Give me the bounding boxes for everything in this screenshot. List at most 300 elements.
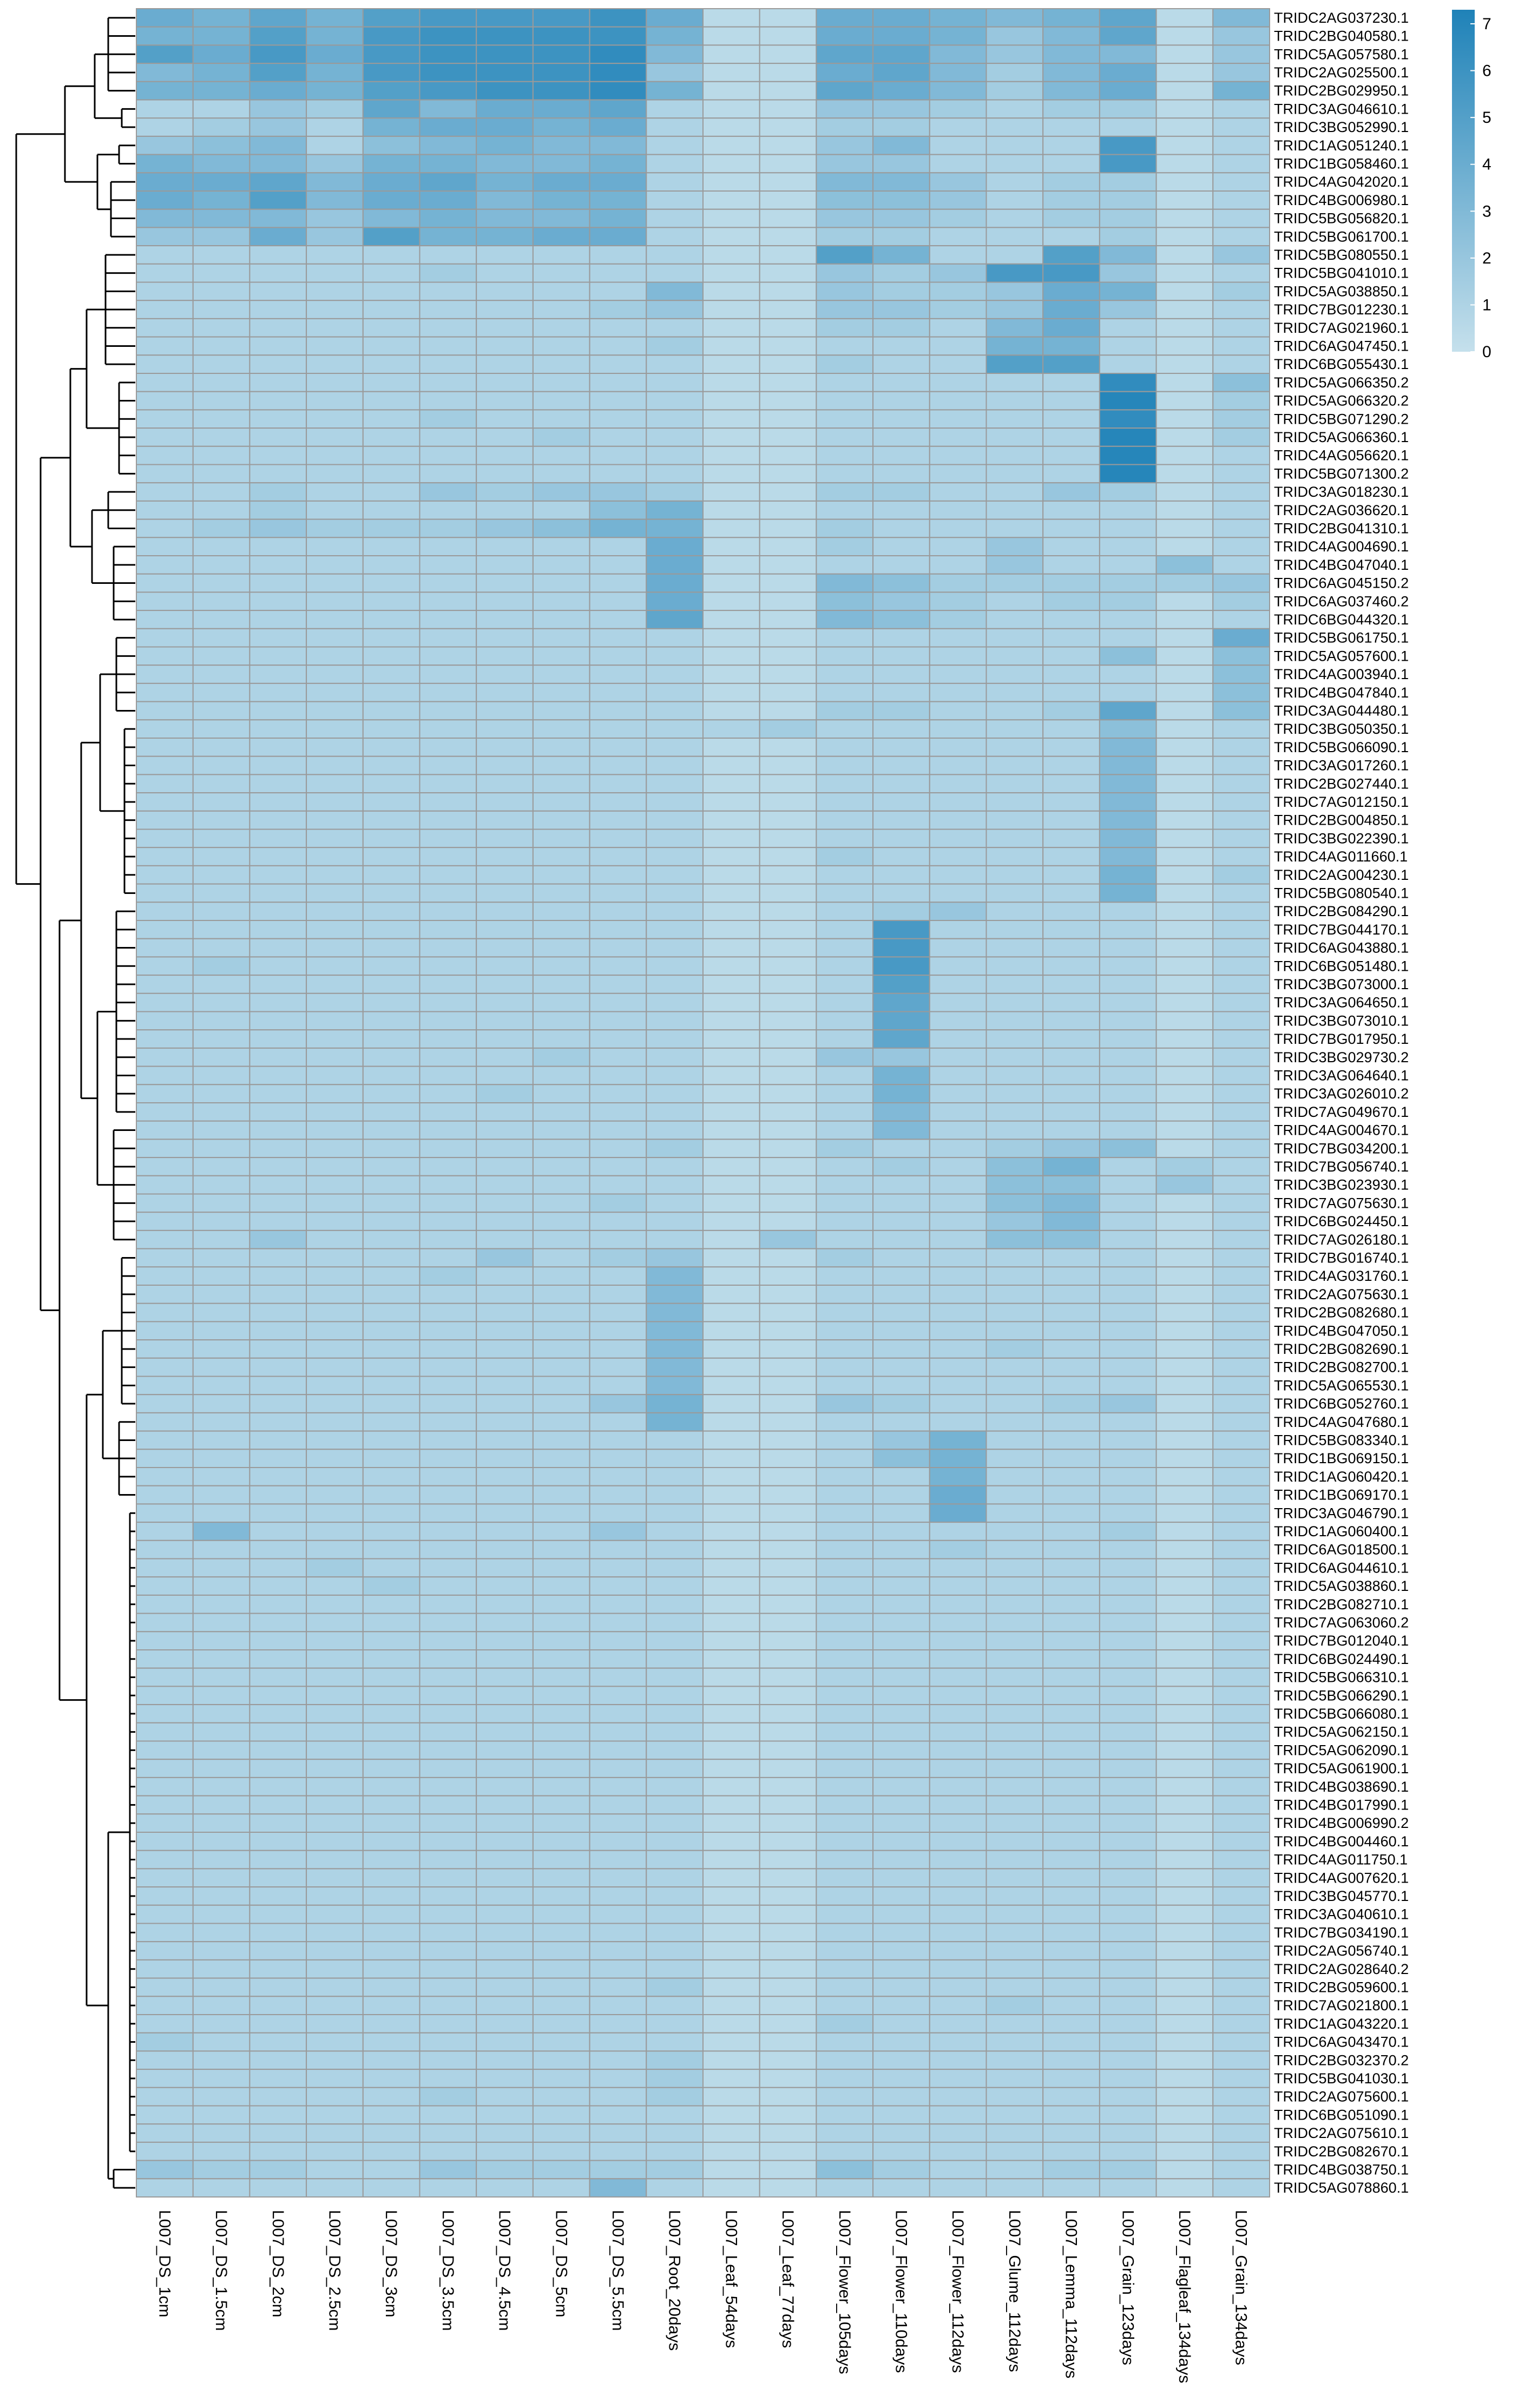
heatmap-cell — [590, 410, 647, 428]
heatmap-cell — [646, 1121, 703, 1140]
heatmap-cell — [1043, 1048, 1100, 1067]
heatmap-cell — [816, 1887, 873, 1905]
heatmap-cell — [420, 209, 477, 228]
heatmap-cell — [873, 756, 930, 775]
heatmap-cell — [873, 1285, 930, 1304]
heatmap-cell — [306, 1176, 363, 1194]
heatmap-cell — [760, 1231, 817, 1249]
heatmap-cell — [646, 1212, 703, 1231]
heatmap-cell — [249, 1705, 306, 1723]
heatmap-cell — [590, 1650, 647, 1668]
heatmap-cell — [363, 1121, 420, 1140]
heatmap-cell — [1100, 1231, 1156, 1249]
heatmap-cell — [363, 1796, 420, 1814]
heatmap-cell — [930, 738, 987, 756]
legend-tick-label: 6 — [1482, 62, 1491, 80]
heatmap-cell — [703, 1650, 760, 1668]
row-label: TRIDC2BG084290.1 — [1274, 903, 1409, 920]
heatmap-cell — [760, 1577, 817, 1595]
heatmap-cell — [703, 683, 760, 702]
heatmap-cell — [1043, 537, 1100, 556]
heatmap-cell — [1043, 702, 1100, 720]
heatmap-cell — [760, 2124, 817, 2142]
heatmap-cell — [476, 1595, 533, 1614]
heatmap-cell — [193, 227, 250, 246]
heatmap-cell — [646, 1759, 703, 1778]
heatmap-cell — [987, 2161, 1043, 2179]
heatmap-cell — [930, 63, 987, 82]
row-label: TRIDC2AG004230.1 — [1274, 866, 1409, 883]
heatmap-cell — [533, 756, 590, 775]
heatmap-cell — [1043, 1103, 1100, 1121]
heatmap-cell — [760, 1358, 817, 1377]
heatmap-cell — [420, 1723, 477, 1741]
heatmap-cell — [760, 537, 817, 556]
heatmap-cell — [703, 2161, 760, 2179]
heatmap-cell — [816, 1631, 873, 1650]
heatmap-cell — [476, 227, 533, 246]
heatmap-cell — [306, 1249, 363, 1267]
row-label: TRIDC2BG082680.1 — [1274, 1304, 1409, 1321]
heatmap-cell — [703, 1012, 760, 1030]
heatmap-cell — [1043, 811, 1100, 830]
heatmap-cell — [533, 1139, 590, 1157]
heatmap-cell — [930, 82, 987, 100]
row-label: TRIDC2BG082710.1 — [1274, 1596, 1409, 1613]
heatmap-cell — [703, 1394, 760, 1413]
heatmap-cell — [136, 647, 193, 666]
row-label: TRIDC5BG080540.1 — [1274, 885, 1409, 902]
heatmap-cell — [1043, 1012, 1100, 1030]
heatmap-cell — [136, 1905, 193, 1924]
heatmap-cell — [987, 45, 1043, 63]
heatmap-cell — [306, 1796, 363, 1814]
row-label: TRIDC7BG034200.1 — [1274, 1140, 1409, 1157]
row-label: TRIDC4AG047680.1 — [1274, 1413, 1409, 1430]
heatmap-cell — [646, 683, 703, 702]
row-label: TRIDC7AG021960.1 — [1274, 319, 1409, 336]
heatmap-cell — [249, 1084, 306, 1103]
heatmap-cell — [363, 1139, 420, 1157]
heatmap-cell — [1213, 1614, 1270, 1632]
heatmap-cell — [873, 939, 930, 957]
heatmap-cell — [930, 337, 987, 356]
heatmap-cell — [1100, 2106, 1156, 2124]
heatmap-cell — [420, 1996, 477, 2015]
heatmap-cell — [987, 264, 1043, 282]
heatmap-cell — [590, 939, 647, 957]
row-label: TRIDC4BG006980.1 — [1274, 192, 1409, 208]
heatmap-cell — [1213, 629, 1270, 647]
heatmap-cell — [136, 1194, 193, 1213]
heatmap-cell — [930, 975, 987, 994]
heatmap-cell — [1213, 2124, 1270, 2142]
row-label: TRIDC1BG069150.1 — [1274, 1450, 1409, 1467]
heatmap-cell — [1213, 720, 1270, 738]
heatmap-cell — [533, 1614, 590, 1632]
heatmap-cell — [249, 1121, 306, 1140]
heatmap-cell — [306, 63, 363, 82]
heatmap-cell — [193, 1194, 250, 1213]
heatmap-cell — [1213, 556, 1270, 574]
heatmap-cell — [703, 246, 760, 264]
heatmap-cell — [363, 300, 420, 319]
heatmap-cell — [703, 483, 760, 501]
heatmap-cell — [1043, 1668, 1100, 1687]
heatmap-cell — [646, 1231, 703, 1249]
heatmap-cell — [1100, 1321, 1156, 1340]
heatmap-cell — [987, 465, 1043, 483]
heatmap-cell — [590, 1048, 647, 1067]
heatmap-cell — [420, 1686, 477, 1705]
heatmap-cell — [420, 246, 477, 264]
heatmap-cell — [1043, 1996, 1100, 2015]
heatmap-cell — [249, 1304, 306, 1322]
heatmap-cell — [1100, 1778, 1156, 1796]
heatmap-cell — [533, 556, 590, 574]
heatmap-cell — [136, 446, 193, 465]
heatmap-cell — [987, 1796, 1043, 1814]
heatmap-cell — [987, 1212, 1043, 1231]
heatmap-cell — [1100, 2088, 1156, 2106]
heatmap-cell — [1156, 1504, 1213, 1522]
column-label: L007_DS_1cm — [155, 2210, 174, 2318]
heatmap-cell — [816, 957, 873, 975]
heatmap-cell — [646, 501, 703, 519]
heatmap-cell — [816, 1705, 873, 1723]
heatmap-cell — [760, 2142, 817, 2161]
heatmap-cell — [816, 1814, 873, 1832]
heatmap-cell — [873, 264, 930, 282]
heatmap-cell — [646, 1650, 703, 1668]
heatmap-cell — [873, 1030, 930, 1048]
heatmap-cell — [646, 191, 703, 209]
heatmap-cell — [476, 1212, 533, 1231]
heatmap-cell — [249, 2033, 306, 2051]
heatmap-cell — [1156, 1668, 1213, 1687]
heatmap-cell — [590, 1522, 647, 1541]
heatmap-cell — [420, 227, 477, 246]
heatmap-cell — [193, 446, 250, 465]
heatmap-cell — [363, 428, 420, 446]
heatmap-cell — [533, 994, 590, 1012]
heatmap-cell — [476, 811, 533, 830]
heatmap-cell — [533, 1595, 590, 1614]
heatmap-cell — [1100, 1541, 1156, 1559]
heatmap-cell — [646, 847, 703, 866]
heatmap-cell — [533, 902, 590, 920]
heatmap-cell — [533, 1176, 590, 1194]
heatmap-cell — [1156, 2142, 1213, 2161]
heatmap-cell — [646, 1468, 703, 1486]
heatmap-cell — [1213, 1668, 1270, 1687]
heatmap-cell — [873, 1759, 930, 1778]
heatmap-cell — [987, 118, 1043, 136]
heatmap-cell — [760, 2051, 817, 2069]
heatmap-cell — [590, 9, 647, 27]
heatmap-cell — [930, 428, 987, 446]
heatmap-cell — [987, 1595, 1043, 1614]
heatmap-cell — [590, 738, 647, 756]
heatmap-cell — [760, 2015, 817, 2033]
heatmap-cell — [420, 1978, 477, 1997]
heatmap-cell — [363, 1377, 420, 1395]
heatmap-cell — [987, 1778, 1043, 1796]
heatmap-cell — [193, 884, 250, 903]
heatmap-cell — [816, 1778, 873, 1796]
heatmap-cell — [590, 866, 647, 884]
heatmap-cell — [1213, 2033, 1270, 2051]
heatmap-cell — [816, 173, 873, 191]
heatmap-cell — [193, 1012, 250, 1030]
heatmap-cell — [1156, 1413, 1213, 1431]
heatmap-cell — [420, 2142, 477, 2161]
heatmap-cell — [873, 82, 930, 100]
heatmap-cell — [476, 1522, 533, 1541]
row-label: TRIDC3AG064640.1 — [1274, 1067, 1409, 1084]
heatmap-cell — [1100, 1960, 1156, 1978]
heatmap-cell — [193, 392, 250, 410]
heatmap-cell — [136, 957, 193, 975]
heatmap-cell — [1156, 1705, 1213, 1723]
heatmap-cell — [1156, 1614, 1213, 1632]
heatmap-cell — [1213, 1121, 1270, 1140]
heatmap-cell — [193, 1084, 250, 1103]
heatmap-cell — [816, 793, 873, 811]
heatmap-cell — [873, 2179, 930, 2197]
heatmap-cell — [1156, 2069, 1213, 2088]
heatmap-cell — [1100, 665, 1156, 683]
heatmap-cell — [249, 1048, 306, 1067]
heatmap-cell — [930, 2106, 987, 2124]
heatmap-cell — [1156, 1067, 1213, 1085]
heatmap-cell — [590, 1832, 647, 1851]
heatmap-cell — [249, 227, 306, 246]
heatmap-cell — [930, 1139, 987, 1157]
row-label: TRIDC4AG007620.1 — [1274, 1870, 1409, 1886]
heatmap-cell — [363, 1960, 420, 1978]
heatmap-cell — [363, 1978, 420, 1997]
heatmap-cell — [590, 1741, 647, 1760]
row-label: TRIDC1BG058460.1 — [1274, 155, 1409, 172]
heatmap-cell — [533, 847, 590, 866]
heatmap-cell — [816, 1960, 873, 1978]
heatmap-cell — [1100, 1103, 1156, 1121]
heatmap-cell — [363, 2088, 420, 2106]
column-label: L007_Flower_110days — [892, 2210, 910, 2373]
heatmap-cell — [703, 1759, 760, 1778]
heatmap-cell — [590, 1012, 647, 1030]
heatmap-cell — [306, 1431, 363, 1450]
heatmap-cell — [646, 556, 703, 574]
heatmap-cell — [136, 1868, 193, 1887]
heatmap-cell — [476, 957, 533, 975]
heatmap-cell — [1043, 756, 1100, 775]
heatmap-cell — [136, 227, 193, 246]
heatmap-cell — [136, 118, 193, 136]
heatmap-cell — [760, 756, 817, 775]
heatmap-cell — [1156, 227, 1213, 246]
heatmap-cell — [136, 1759, 193, 1778]
heatmap-cell — [646, 1340, 703, 1358]
heatmap-cell — [420, 1668, 477, 1687]
heatmap-cell — [703, 501, 760, 519]
heatmap-cell — [1156, 1814, 1213, 1832]
heatmap-cell — [703, 994, 760, 1012]
heatmap-cell — [873, 191, 930, 209]
heatmap-cell — [1100, 738, 1156, 756]
heatmap-cell — [1156, 1960, 1213, 1978]
heatmap-cell — [703, 1486, 760, 1504]
heatmap-cell — [646, 1103, 703, 1121]
row-label: TRIDC5BG041030.1 — [1274, 2070, 1409, 2087]
heatmap-cell — [420, 1285, 477, 1304]
heatmap-cell — [1156, 1541, 1213, 1559]
heatmap-cell — [306, 957, 363, 975]
heatmap-cell — [136, 428, 193, 446]
heatmap-cell — [1156, 1231, 1213, 1249]
heatmap-cell — [930, 756, 987, 775]
heatmap-cell — [1213, 1960, 1270, 1978]
heatmap-cell — [987, 2033, 1043, 2051]
heatmap-cell — [987, 1504, 1043, 1522]
heatmap-cell — [760, 1631, 817, 1650]
heatmap-cell — [363, 100, 420, 119]
heatmap-cell — [249, 1851, 306, 1869]
heatmap-cell — [306, 82, 363, 100]
heatmap-cell — [476, 27, 533, 45]
heatmap-cell — [873, 45, 930, 63]
heatmap-cell — [1213, 1796, 1270, 1814]
heatmap-cell — [363, 2106, 420, 2124]
heatmap-cell — [136, 1522, 193, 1541]
heatmap-cell — [533, 1978, 590, 1997]
heatmap-cell — [533, 1321, 590, 1340]
heatmap-cell — [533, 1267, 590, 1285]
heatmap-cell — [476, 1668, 533, 1687]
heatmap-cell — [646, 1504, 703, 1522]
heatmap-cell — [249, 2069, 306, 2088]
column-label: L007_Leaf_54days — [722, 2210, 740, 2348]
heatmap-cell — [533, 1559, 590, 1577]
heatmap-cell — [646, 1377, 703, 1395]
row-label: TRIDC6AG037460.2 — [1274, 593, 1409, 610]
heatmap-cell — [816, 1468, 873, 1486]
heatmap-cell — [420, 483, 477, 501]
heatmap-cell — [249, 1194, 306, 1213]
heatmap-cell — [1043, 1486, 1100, 1504]
heatmap-cell — [873, 136, 930, 155]
heatmap-cell — [760, 1759, 817, 1778]
heatmap-cell — [533, 1468, 590, 1486]
heatmap-cell — [1213, 939, 1270, 957]
heatmap-cell — [816, 1942, 873, 1960]
heatmap-cell — [193, 1139, 250, 1157]
heatmap-cell — [590, 2161, 647, 2179]
heatmap-cell — [987, 738, 1043, 756]
heatmap-cell — [987, 702, 1043, 720]
heatmap-cell — [873, 537, 930, 556]
heatmap-cell — [703, 1868, 760, 1887]
heatmap-cell — [760, 1157, 817, 1176]
heatmap-cell — [760, 1868, 817, 1887]
heatmap-cell — [1100, 1340, 1156, 1358]
heatmap-cell — [646, 574, 703, 593]
heatmap-cell — [533, 392, 590, 410]
heatmap-cell — [760, 1978, 817, 1997]
heatmap-cell — [476, 1157, 533, 1176]
column-label: L007_DS_2.5cm — [325, 2210, 344, 2331]
heatmap-cell — [1100, 1431, 1156, 1450]
heatmap-cell — [363, 1942, 420, 1960]
heatmap-cell — [930, 592, 987, 610]
heatmap-cell — [420, 465, 477, 483]
heatmap-cell — [930, 1705, 987, 1723]
heatmap-cell — [249, 1778, 306, 1796]
heatmap-cell — [816, 756, 873, 775]
heatmap-cell — [1156, 2124, 1213, 2142]
heatmap-cell — [1043, 319, 1100, 337]
heatmap-cell — [760, 155, 817, 173]
heatmap-cell — [249, 246, 306, 264]
heatmap-cell — [420, 1030, 477, 1048]
heatmap-cell — [1043, 9, 1100, 27]
heatmap-cell — [136, 1614, 193, 1632]
heatmap-cell — [816, 1486, 873, 1504]
heatmap-cell — [136, 1577, 193, 1595]
heatmap-cell — [249, 793, 306, 811]
heatmap-cell — [476, 1614, 533, 1632]
heatmap-cell — [136, 373, 193, 392]
heatmap-cell — [363, 2051, 420, 2069]
heatmap-cell — [1043, 1321, 1100, 1340]
heatmap-cell — [136, 355, 193, 373]
row-label: TRIDC3AG046610.1 — [1274, 101, 1409, 117]
heatmap-cell — [420, 1212, 477, 1231]
heatmap-cell — [1213, 1358, 1270, 1377]
heatmap-cell — [1156, 774, 1213, 793]
heatmap-cell — [193, 1741, 250, 1760]
heatmap-cell — [306, 1778, 363, 1796]
heatmap-cell — [646, 428, 703, 446]
heatmap-cell — [193, 537, 250, 556]
heatmap-cell — [1043, 1468, 1100, 1486]
heatmap-cell — [193, 774, 250, 793]
heatmap-cell — [816, 82, 873, 100]
heatmap-cell — [816, 355, 873, 373]
heatmap-cell — [420, 629, 477, 647]
heatmap-cell — [987, 1577, 1043, 1595]
heatmap-cell — [1213, 1139, 1270, 1157]
heatmap-cell — [1156, 1285, 1213, 1304]
heatmap-cell — [193, 1996, 250, 2015]
heatmap-cell — [533, 574, 590, 593]
heatmap-cell — [1043, 2069, 1100, 2088]
heatmap-cell — [249, 1541, 306, 1559]
heatmap-cell — [873, 1321, 930, 1340]
heatmap-cell — [1043, 1741, 1100, 1760]
heatmap-cell — [1100, 647, 1156, 666]
heatmap-cell — [987, 1449, 1043, 1468]
heatmap-cell — [249, 82, 306, 100]
heatmap-cell — [590, 1084, 647, 1103]
heatmap-cell — [1100, 1705, 1156, 1723]
heatmap-cell — [420, 300, 477, 319]
heatmap-cell — [760, 866, 817, 884]
heatmap-cell — [1213, 446, 1270, 465]
row-label: TRIDC5BG066090.1 — [1274, 739, 1409, 755]
heatmap-cell — [1156, 1267, 1213, 1285]
